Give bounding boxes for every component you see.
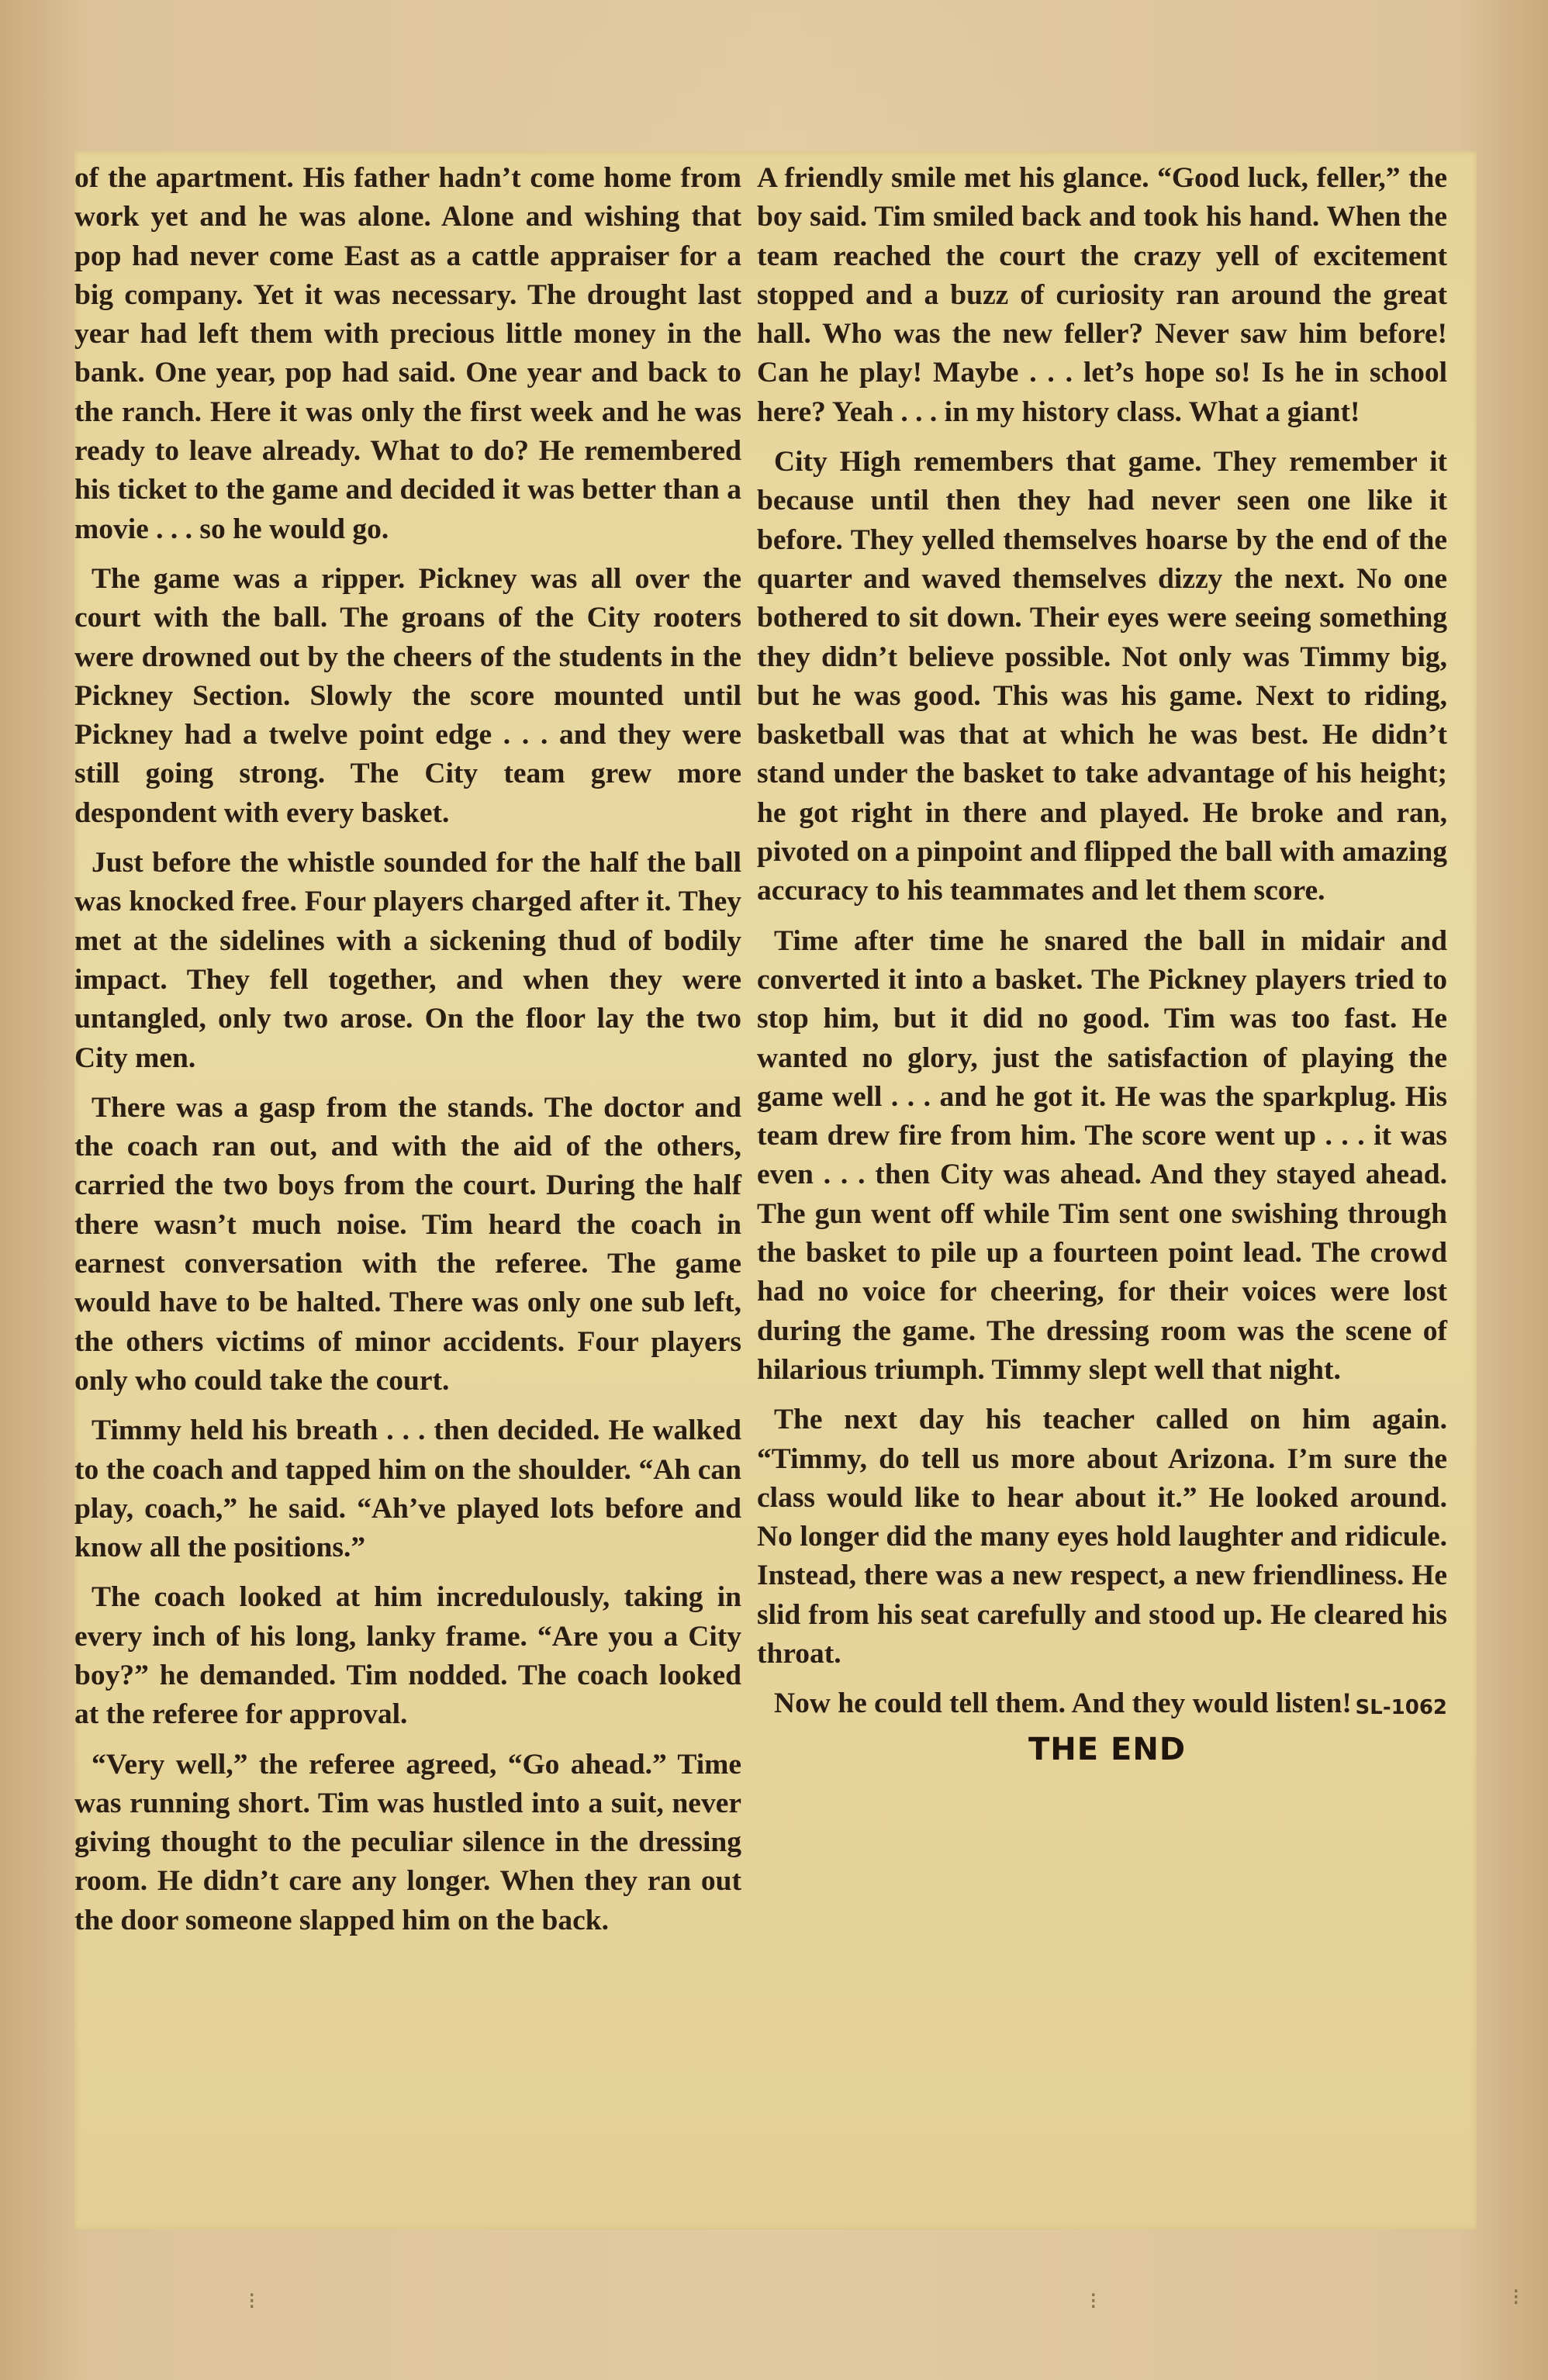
staple-mark-icon: ⁝ <box>248 2288 256 2315</box>
paragraph: of the apartment. His father hadn’t come home from work yet and he was alone. Alone and wishing that pop had never come East as a cattle appraiser for a big company. Yet it was necessary. The drought last year had left them with precious little money in the bank. One year, pop had said. One year and back to the ranch. Here it was only the first week and he was ready to leave already. What to do? He remembered his ticket to the game and decided it was better than a movie . . . so he would go. <box>74 162 741 545</box>
paragraph: The next day his teacher called on him again. “Timmy, do tell us more about Arizona. I’m sure the class would like to hear about it.” He looked around. No longer did the many eyes hold laughter and ridicule. Instead, there was a new respect, a new friendliness. He slid from his seat carefully and stood up. He cleared his throat. <box>757 1404 1447 1670</box>
left-column <box>74 151 741 1951</box>
staple-mark-icon: ⁝ <box>1090 2288 1097 2315</box>
paragraph: Time after time he snared the ball in midair and converted it into a basket. The Pickney players tried to stop him, but it did no good. Tim was too fast. He wanted no glory, just the satisfaction of playing the game well . . . and he got it. He was the sparkplug. His team drew fire from him. The score went up . . . it was even . . . then City was ahead. And they stayed ahead. The gun went off while Tim sent one swishing through the basket to pile up a fourteen point lead. The crowd had no voice for cheering, for their voices were lost during the game. The dressing room was the scene of hilarious triumph. Timmy slept well that night. <box>757 924 1447 1386</box>
paragraph: Just before the whistle sounded for the half the ball was knocked free. Four players charged after it. They met at the sidelines with a sickening thud of bodily impact. They fell together, and when they were untangled, only two arose. On the floor lay the two City men. <box>74 847 741 1074</box>
right-column <box>757 151 1447 1781</box>
the-end-title: THE END <box>1028 1731 1187 1767</box>
story-text-panel <box>74 151 1477 2230</box>
paragraph: There was a gasp from the stands. The doctor and the coach ran out, and with the aid of the others, carried the two boys from the court. During the half there wasn’t much noise. Tim heard the coach in earnest conversation with the referee. The game would have to be halted. There was only one sub left, the others victims of minor accidents. Four players only who could take the court. <box>74 1091 741 1397</box>
story-code: SL-1062 <box>1355 1695 1447 1719</box>
staple-mark-icon: ⁝ <box>1512 2284 1520 2311</box>
paragraph: Timmy held his breath . . . then decided. He walked to the coach and tapped him on the shoulder. “Ah can play, coach,” he said. “Ah’ve played lots before and know all the positions.” <box>74 1415 741 1564</box>
paragraph: The game was a ripper. Pickney was all over the court with the ball. The groans of the City rooters were drowned out by the cheers of the students in the Pickney Section. Slowly the score mounted until Pickney had a twelve point edge . . . and they were still going strong. The City team grew more despondent with every basket. <box>74 562 741 829</box>
paragraph: City High remembers that game. They remember it because until then they had never seen one like it before. They yelled themselves hoarse by the end of the quarter and waved themselves dizzy the next. No one bothered to sit down. Their eyes were seeing something they didn’t believe possible. Not only was Timmy big, but he was good. This was his game. Next to riding, basketball was that at which he was best. He didn’t stand under the basket to take advantage of his height; he got right in there and played. He broke and ran, pivoted on a pinpoint and flipped the ball with amazing accuracy to his teammates and let them score. <box>757 446 1447 907</box>
paragraph: Now he could tell them. And they would listen! <box>774 1687 1352 1720</box>
paragraph: “Very well,” the referee agreed, “Go ahead.” Time was running short. Tim was hustled into a suit, never giving thought to the peculiar silence in the dressing room. He didn’t care any longer. When they ran out the door someone slapped him on the back. <box>74 1748 741 1936</box>
paragraph: The coach looked at him incredulously, taking in every inch of his long, lanky frame. “Are you a City boy?” he demanded. Tim nodded. The coach looked at the referee for approval. <box>74 1581 741 1731</box>
paragraph: A friendly smile met his glance. “Good luck, feller,” the boy said. Tim smiled back and took his hand. When the team reached the court the crazy yell of excitement stopped and a buzz of curiosity ran around the great hall. Who was the new feller? Never saw him before! Can he play! Maybe . . . let’s hope so! Is he in school here? Yeah . . . in my history class. What a giant! <box>757 162 1447 428</box>
